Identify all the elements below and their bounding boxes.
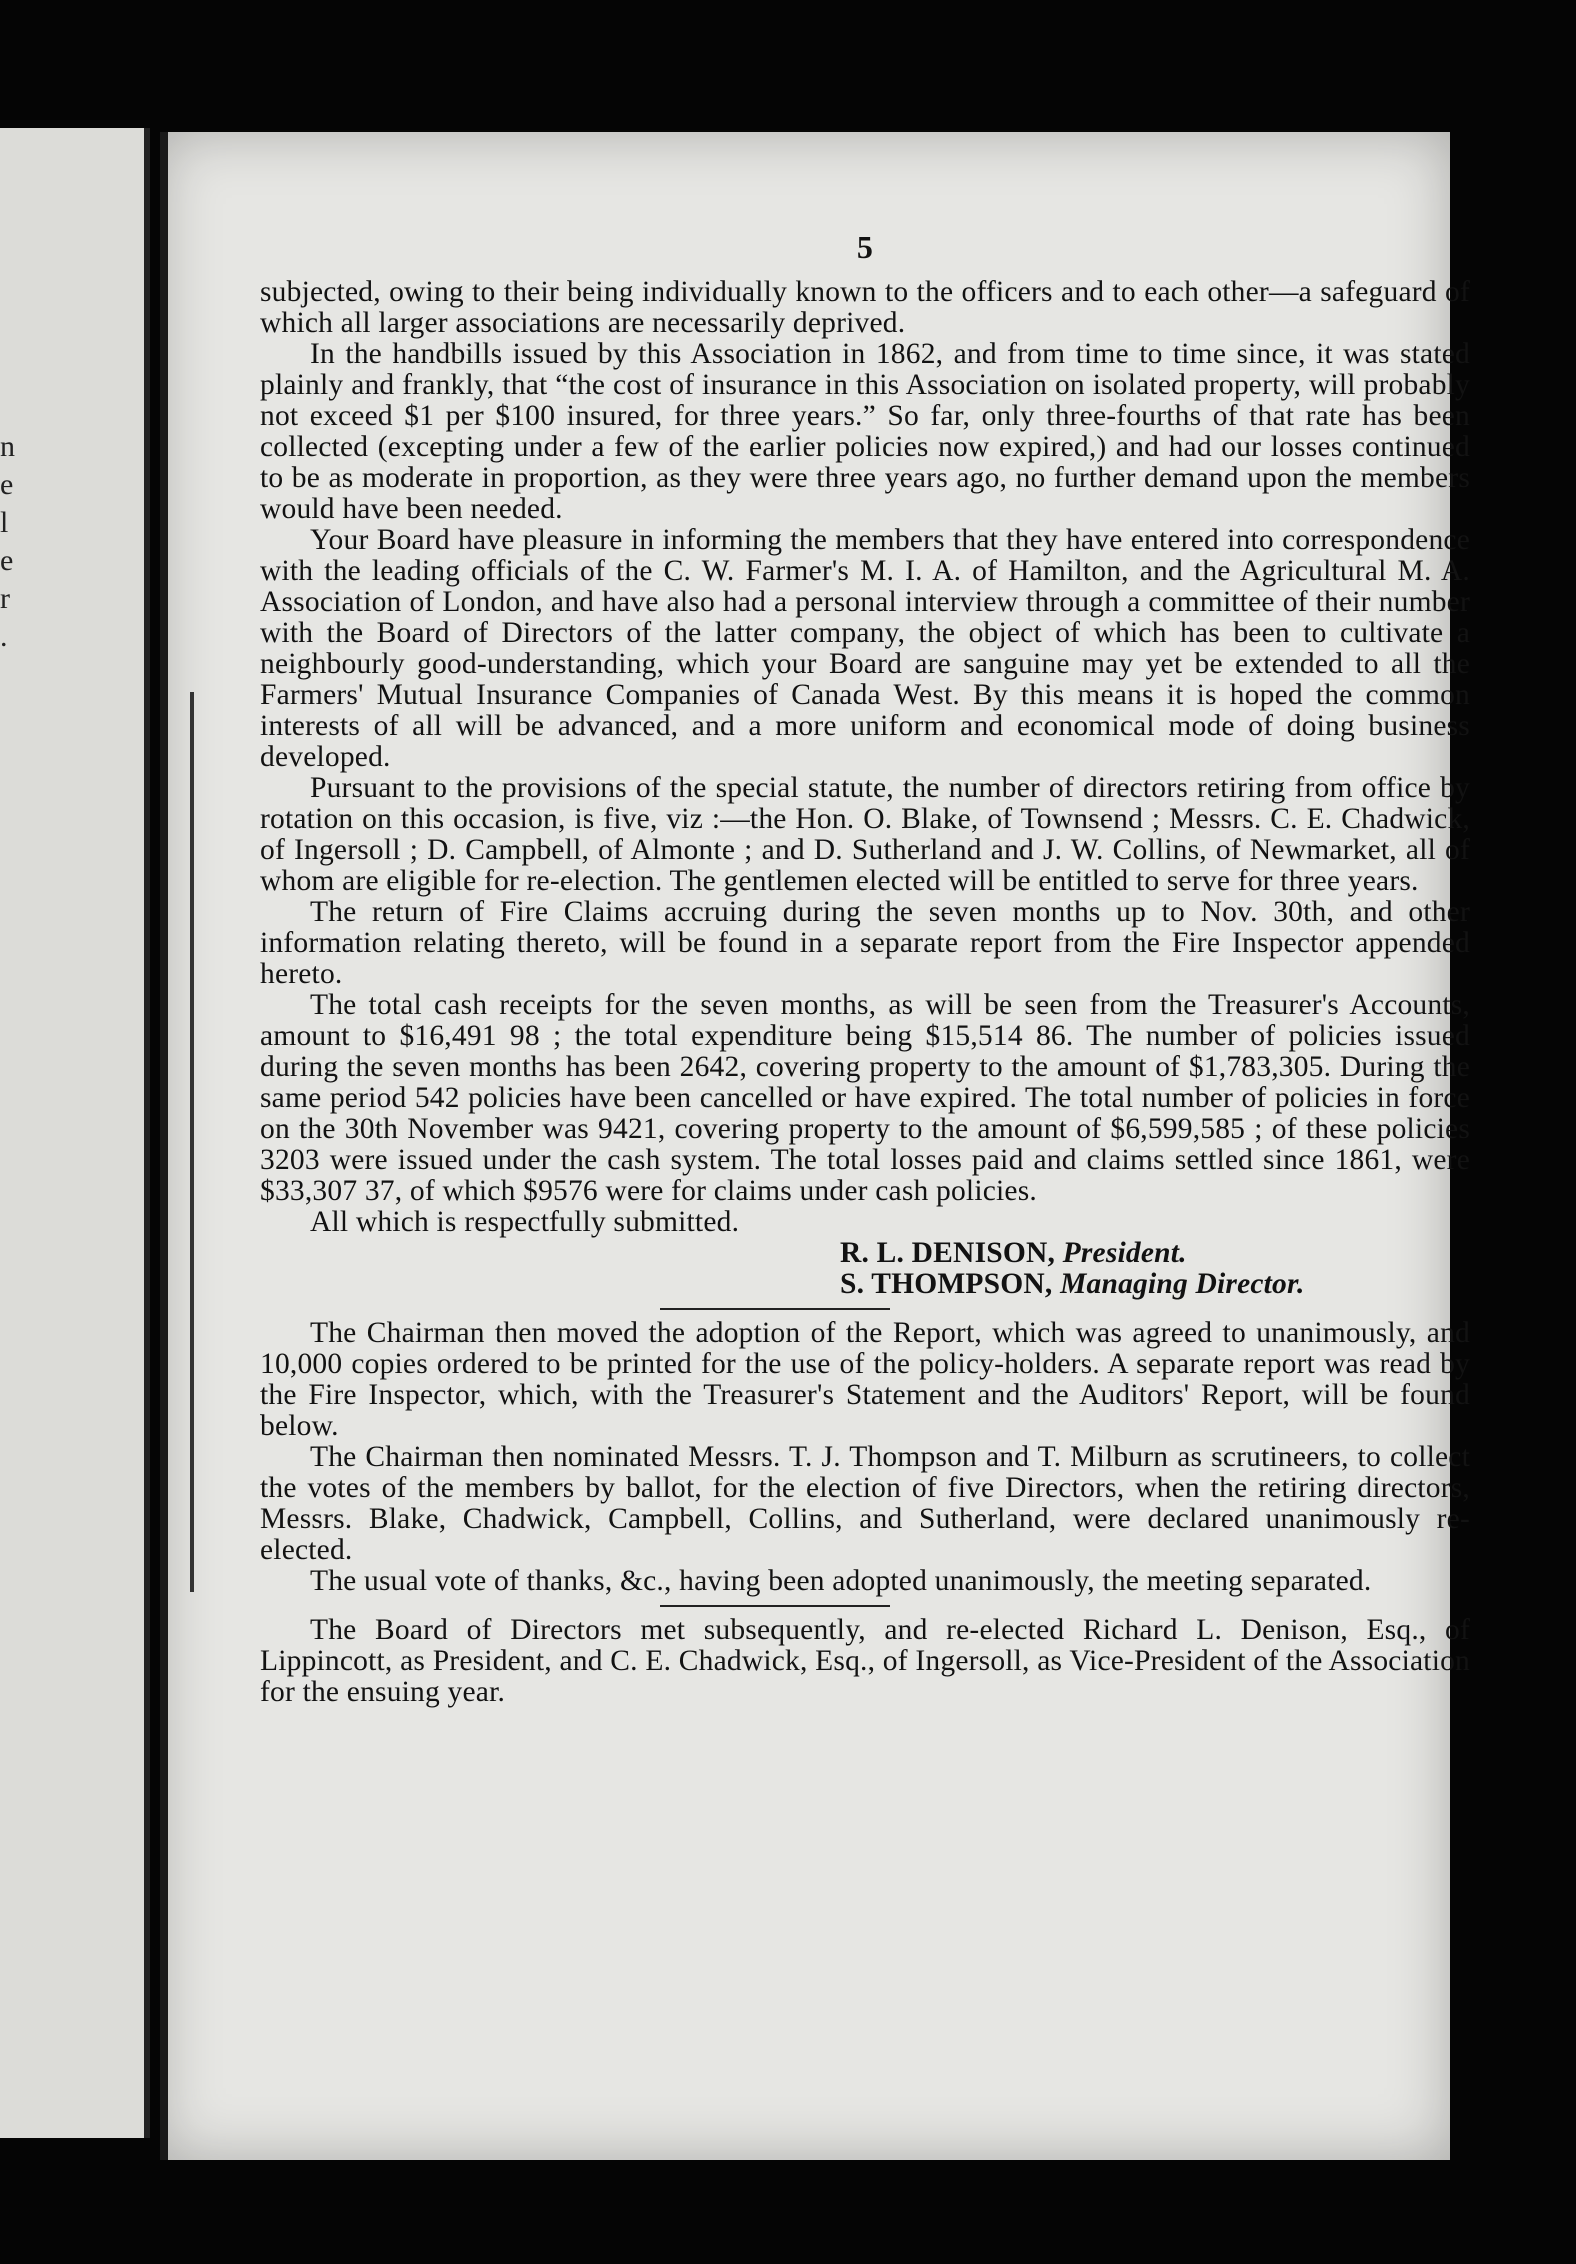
paragraph: subjected, owing to their being individually known to the officers and to each other—a safeguard of which all larger associations are necessarily deprived. bbox=[260, 276, 1470, 339]
facing-letter: n bbox=[0, 430, 15, 463]
facing-letter: e bbox=[0, 544, 14, 577]
page-gutter bbox=[144, 128, 150, 2138]
signatory-name: S. THOMPSON, bbox=[840, 1268, 1053, 1300]
margin-rule bbox=[190, 692, 194, 1592]
signatory-name: R. L. DENISON, bbox=[840, 1237, 1056, 1269]
section-divider bbox=[660, 1605, 890, 1607]
facing-letter: e bbox=[0, 468, 14, 501]
page-spine bbox=[160, 132, 168, 2160]
facing-page-letters bbox=[0, 428, 15, 656]
signatory-role: Managing Director. bbox=[1060, 1268, 1305, 1300]
facing-page-edge bbox=[0, 128, 150, 2138]
paragraph: In the handbills issued by this Association in 1862, and from time to time since, it was stated plainly and frankly, that “the cost of insurance in this Association on isolated property, will probably not exceed $1 per $100 insured, for three years.” So far, only three-fourths of that rate has been collected (excepting under a few of the earlier policies now expired,) and had our losses continued to be as moderate in proportion, as they were three years ago, no further demand upon the members would have been needed. bbox=[260, 338, 1470, 525]
page-text bbox=[260, 229, 1470, 1708]
paragraph: The usual vote of thanks, &c., having been adopted unanimously, the meeting separated. bbox=[310, 1565, 1372, 1597]
facing-letter: r bbox=[0, 582, 10, 615]
signature-managing-director bbox=[840, 1269, 1470, 1300]
paragraph: The total cash receipts for the seven months, as will be seen from the Treasurer's Accounts, amount to $16,491 98 ; the total expenditure being $15,514 86. The number of policies issued during the seven months has been 2642, covering property to the amount of $1,783,305. During the same period 542 policies have been cancelled or have expired. The total number of policies in force on the 30th November was 9421, covering property to the amount of $6,599,585 ; of these policies 3203 were issued under the cash system. The total losses paid and claims settled since 1861, were $33,307 37, of which $9576 were for claims under cash policies. bbox=[260, 989, 1470, 1207]
paragraph: The return of Fire Claims accruing during the seven months up to Nov. 30th, and other information relating thereto, will be found in a separate report from the Fire Inspector appended hereto. bbox=[260, 896, 1470, 990]
paragraph: All which is respectfully submitted. bbox=[310, 1206, 740, 1238]
paragraph: Your Board have pleasure in informing the members that they have entered into correspondence with the leading officials of the C. W. Farmer's M. I. A. of Hamilton, and the Agricultural M. A. Association of London, and have also had a personal interview through a committee of their number with the Board of Directors of the latter company, the object of which has been to cultivate a neighbourly good-understanding, which your Board are sanguine may yet be extended to all the Farmers' Mutual Insurance Companies of Canada West. By this means it is hoped the common interests of all will be advanced, and a more uniform and economical mode of doing business developed. bbox=[260, 524, 1470, 773]
section-divider bbox=[660, 1308, 890, 1310]
page-number: 5 bbox=[856, 229, 874, 265]
paragraph: Pursuant to the provisions of the special statute, the number of directors retiring from office by rotation on this occasion, is five, viz :—the Hon. O. Blake, of Townsend ; Messrs. C. E. Chadwick, of Ingersoll ; D. Campbell, of Almonte ; and D. Sutherland and J. W. Collins, of Newmarket, all of whom are eligible for re-election. The gentlemen elected will be entitled to serve for three years. bbox=[260, 772, 1470, 897]
facing-letter: . bbox=[0, 620, 8, 653]
signatory-role: President. bbox=[1062, 1237, 1187, 1269]
signature-president bbox=[840, 1238, 1470, 1269]
document-page bbox=[160, 132, 1470, 2160]
paragraph: The Board of Directors met subsequently, and re-elected Richard L. Denison, Esq., of Lippincott, as President, and C. E. Chadwick, Esq., of Ingersoll, as Vice-President of the Association for the ensuing year. bbox=[260, 1614, 1470, 1708]
paragraph: The Chairman then moved the adoption of the Report, which was agreed to unanimously, and 10,000 copies ordered to be printed for the use of the policy-holders. A separate report was read by the Fire Inspector, which, with the Treasurer's Statement and the Auditors' Report, will be found below. bbox=[260, 1317, 1470, 1442]
paragraph: The Chairman then nominated Messrs. T. J. Thompson and T. Milburn as scrutineers, to collect the votes of the members by ballot, for the election of five Directors, when the retiring directors, Messrs. Blake, Chadwick, Campbell, Collins, and Sutherland, were declared unanimously re-elected. bbox=[260, 1441, 1470, 1566]
facing-letter: l bbox=[0, 506, 9, 539]
